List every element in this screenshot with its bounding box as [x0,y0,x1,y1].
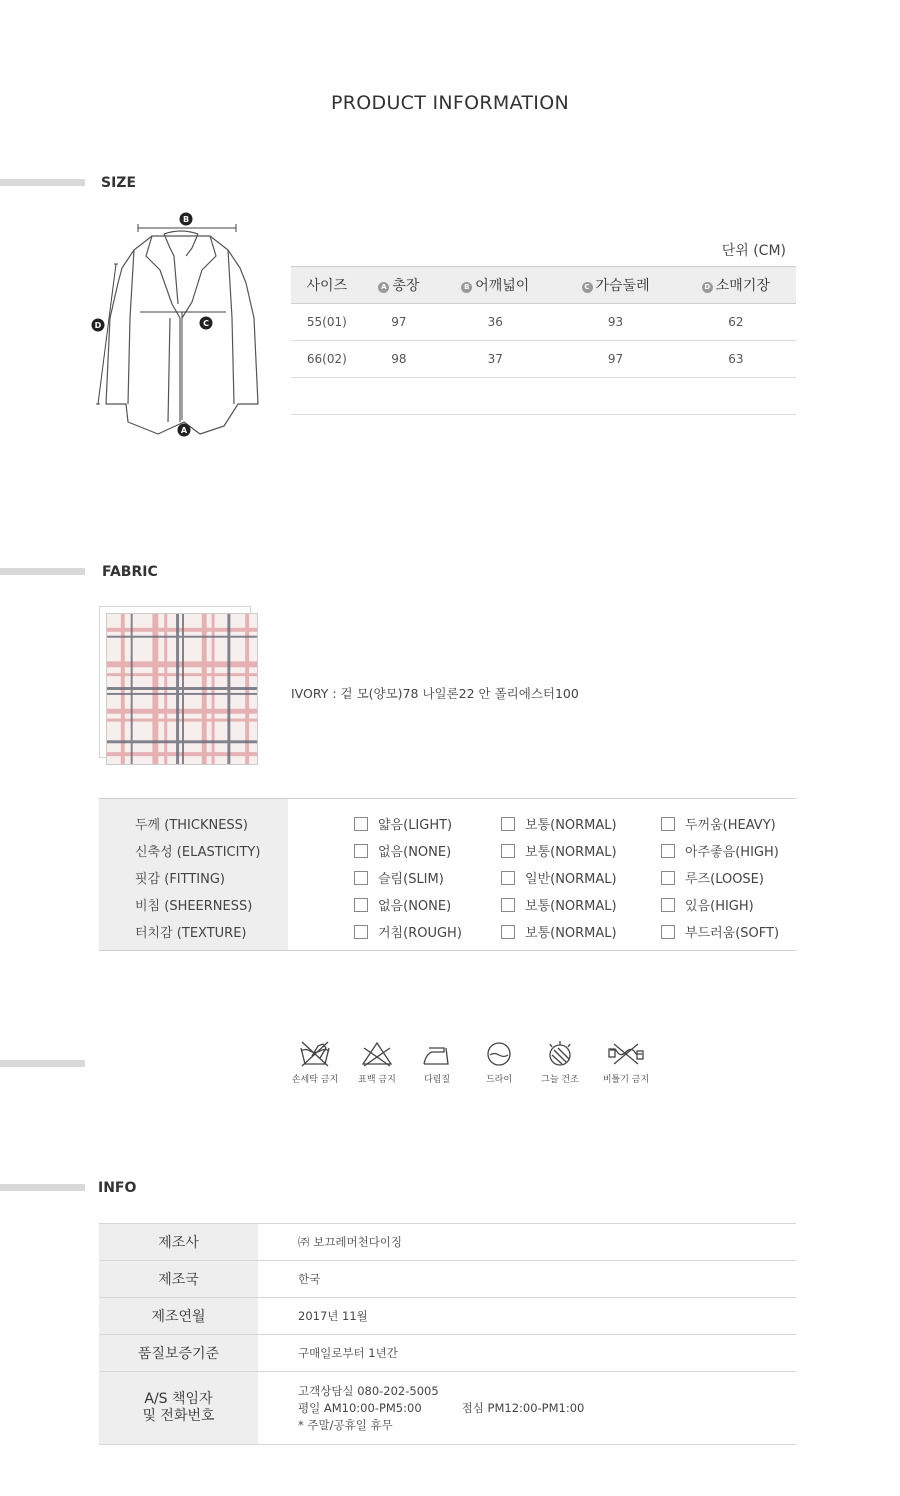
option-slim: 슬림(SLIM) [354,868,444,887]
care-dry-clean: 드라이 [467,1040,531,1085]
section-title-fabric: FABRIC [102,564,158,580]
property-row-thickness [99,809,796,836]
section-bar-size [0,179,85,186]
checkbox[interactable] [354,844,368,858]
size-header-shoulder: B 어깨넓이 [435,267,555,304]
property-label: 두께 (THICKNESS) [135,818,248,833]
info-value: 한국 [258,1261,796,1298]
option-heavy: 두꺼움(HEAVY) [661,814,776,833]
table-row [99,1224,796,1261]
property-label: 비침 (SHEERNESS) [135,899,253,914]
section-bar-info [0,1184,85,1191]
option-normal: 일반(NORMAL) [501,868,617,887]
option-light: 얇음(LIGHT) [354,814,452,833]
fabric-swatch [99,606,259,766]
section-title-info: INFO [98,1180,137,1196]
option-soft: 부드러움(SOFT) [661,922,779,941]
table-row [291,304,796,341]
section-bar-care [0,1060,85,1067]
care-shade-dry: 그늘 건조 [528,1040,592,1085]
info-value-as [258,1372,796,1445]
checkbox[interactable] [661,817,675,831]
option-none: 없음(NONE) [354,841,451,860]
size-cell: 62 [676,304,796,341]
marker-a-icon: A [378,282,389,293]
size-table-header [291,267,796,304]
bleach-prohibited-icon [360,1040,394,1068]
table-row-empty [291,378,796,415]
section-title-size: SIZE [101,175,137,191]
table-row [99,1261,796,1298]
option-normal: 보통(NORMAL) [501,841,617,860]
checkbox[interactable] [501,844,515,858]
marker-d: D [94,321,102,330]
info-label: 품질보증기준 [99,1335,258,1372]
option-rough: 거침(ROUGH) [354,922,462,941]
info-value: 2017년 11월 [258,1298,796,1335]
property-row-sheerness [99,890,796,917]
table-row [99,1298,796,1335]
as-phone: 고객상담실 080-202-5005 [298,1383,439,1398]
property-row-texture [99,917,796,944]
section-bar-fabric [0,568,85,575]
size-cell: 63 [676,341,796,378]
info-label: 제조국 [99,1261,258,1298]
size-header-sleeve: D 소매기장 [676,267,796,304]
option-high: 아주좋음(HIGH) [661,841,779,860]
checkbox[interactable] [354,925,368,939]
jacket-size-diagram [88,208,268,440]
info-label: 제조사 [99,1224,258,1261]
as-lunch-hours: 점심 PM12:00-PM1:00 [461,1400,585,1415]
care-wring-prohibited: 비틀기 금지 [594,1040,658,1085]
plaid-swatch-image [106,613,258,765]
care-hand-wash-prohibited: 손세탁 금지 [283,1040,347,1085]
size-cell: 55(01) [291,304,363,341]
page-title: PRODUCT INFORMATION [331,92,569,114]
table-row [99,1372,796,1445]
info-label-as: A/S 책임자 및 전화번호 [99,1372,258,1445]
option-loose: 루즈(LOOSE) [661,868,764,887]
checkbox[interactable] [661,844,675,858]
property-row-elasticity [99,836,796,863]
property-label: 핏감 (FITTING) [135,872,225,887]
option-normal: 보통(NORMAL) [501,895,617,914]
wring-prohibited-icon [606,1040,646,1068]
size-header-size: 사이즈 [291,267,363,304]
checkbox[interactable] [501,817,515,831]
hand-wash-prohibited-icon [298,1040,332,1068]
checkbox[interactable] [354,817,368,831]
property-label: 신축성 (ELASTICITY) [135,845,261,860]
fabric-composition: IVORY : 겉 모(양모)78 나일론22 안 폴리에스터100 [291,686,579,701]
as-note: * 주말/공휴일 휴무 [298,1417,393,1432]
size-cell: 66(02) [291,341,363,378]
option-normal: 보통(NORMAL) [501,922,617,941]
table-row [99,1335,796,1372]
as-weekday-hours: 평일 AM10:00-PM5:00 [298,1400,422,1415]
size-cell: 97 [363,304,436,341]
iron-icon [420,1040,454,1068]
marker-b: B [182,215,190,224]
care-bleach-prohibited: 표백 금지 [345,1040,409,1085]
table-row [291,341,796,378]
fabric-properties-table [99,798,796,951]
info-label: 제조연월 [99,1298,258,1335]
checkbox[interactable] [354,871,368,885]
dry-clean-icon [482,1040,516,1068]
size-header-length: A 총장 [363,267,436,304]
care-iron: 다림질 [405,1040,469,1085]
size-cell: 97 [555,341,675,378]
shade-dry-icon [543,1040,577,1068]
checkbox[interactable] [501,871,515,885]
info-value: ㈜ 보끄레머천다이징 [258,1224,796,1261]
size-cell: 93 [555,304,675,341]
property-label: 터치감 (TEXTURE) [135,926,247,941]
option-high: 있음(HIGH) [661,895,754,914]
marker-a: A [180,426,188,435]
size-cell: 37 [435,341,555,378]
size-table [291,266,796,415]
option-none: 없음(NONE) [354,895,451,914]
info-value: 구매일로부터 1년간 [258,1335,796,1372]
option-normal: 보통(NORMAL) [501,814,617,833]
marker-b-icon: B [461,282,472,293]
marker-c-icon: C [582,282,593,293]
info-table [99,1223,796,1445]
property-row-fitting [99,863,796,890]
checkbox[interactable] [661,898,675,912]
checkbox[interactable] [501,898,515,912]
size-unit-label: 단위 (CM) [721,243,786,259]
size-header-chest: C 가슴둘레 [555,267,675,304]
size-cell: 98 [363,341,436,378]
checkbox[interactable] [501,925,515,939]
checkbox[interactable] [661,871,675,885]
checkbox[interactable] [661,925,675,939]
checkbox[interactable] [354,898,368,912]
marker-c: C [203,319,209,328]
marker-d-icon: D [702,282,713,293]
size-cell: 36 [435,304,555,341]
